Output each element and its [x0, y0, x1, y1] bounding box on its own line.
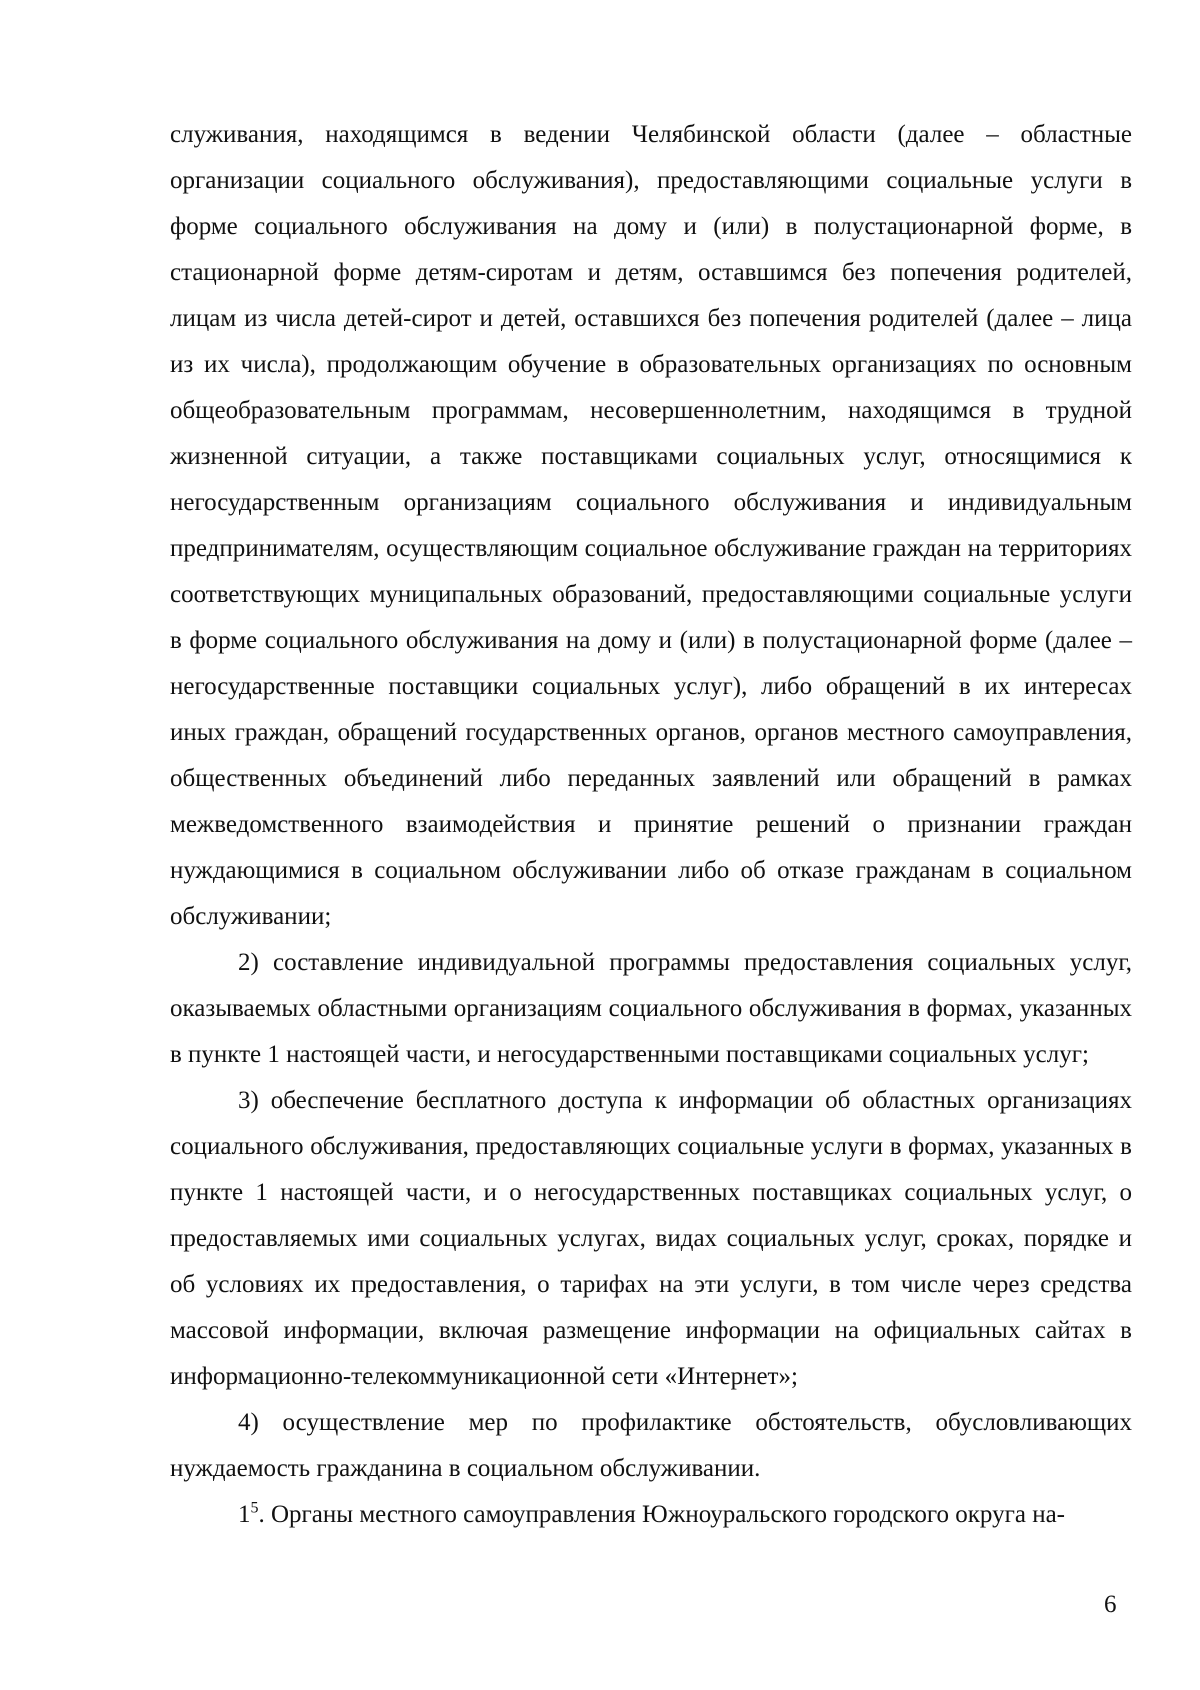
list-item-3: 3) обеспечение бесплатного доступа к информации об областных организациях социального обслуживания, предоставляющих социальные услуги в формах, указанных в пункте 1 настоящей части, и о негосударственных поставщиках социальных услуг, о предоставляемых ими социальных услугах, видах социальных услуг, сроках, порядке и об условиях их предоставления, о тарифах на эти услуги, в том числе через средства массовой информации, включая размещение информации на официальных сайтах в информационно-телекоммуникационной сети «Интернет»; — [170, 1087, 1132, 1390]
paragraph-continuation: служивания, находящимся в ведении Челябинской области (далее – областные организации социального обслуживания), предоставляющими социальные услуги в форме социального обслуживания на дому и (или) в полустационарной форме, в стационарной форме детям-сиротам и детям, оставшимся без попечения родителей, лицам из числа детей-сирот и детей, оставшихся без попечения родителей (далее – лица из их числа), продолжающим обучение в образовательных организациях по основным общеобразовательным программам, несовершеннолетним, находящимся в трудной жизненной ситуации, а также поставщиками социальных услуг, относящимися к негосударственным организациям социального обслуживания и индивидуальным предпринимателям, осуществляющим социальное обслуживание граждан на территориях соответствующих муниципальных образований, предоставляющими социальные услуги в форме социального обслуживания на дому и (или) в полустационарной форме (далее – негосударственные поставщики социальных услуг), либо обращений в их интересах иных граждан, обращений государственных органов, органов местного самоуправления, общественных объединений либо переданных заявлений или обращений в рамках межведомственного взаимодействия и принятие решений о признании граждан нуждающимися в социальном обслуживании либо об отказе гражданам в социальном обслуживании; — [170, 121, 1132, 930]
section-1-5-start — [170, 1492, 1132, 1538]
section-number: 1 — [238, 1501, 251, 1528]
document-body — [170, 112, 1132, 1538]
section-text: . Органы местного самоуправления Южноуральского городского округа на- — [258, 1501, 1065, 1528]
page-number: 6 — [1104, 1591, 1117, 1618]
list-item-4: 4) осуществление мер по профилактике обстоятельств, обусловливающих нуждаемость гражданина в социальном обслуживании. — [170, 1409, 1132, 1482]
section-superscript: 5 — [250, 1499, 259, 1517]
list-item-2: 2) составление индивидуальной программы предоставления социальных услуг, оказываемых областными организациям социального обслуживания в формах, указанных в пункте 1 настоящей части, и негосударственными поставщиками социальных услуг; — [170, 949, 1132, 1068]
